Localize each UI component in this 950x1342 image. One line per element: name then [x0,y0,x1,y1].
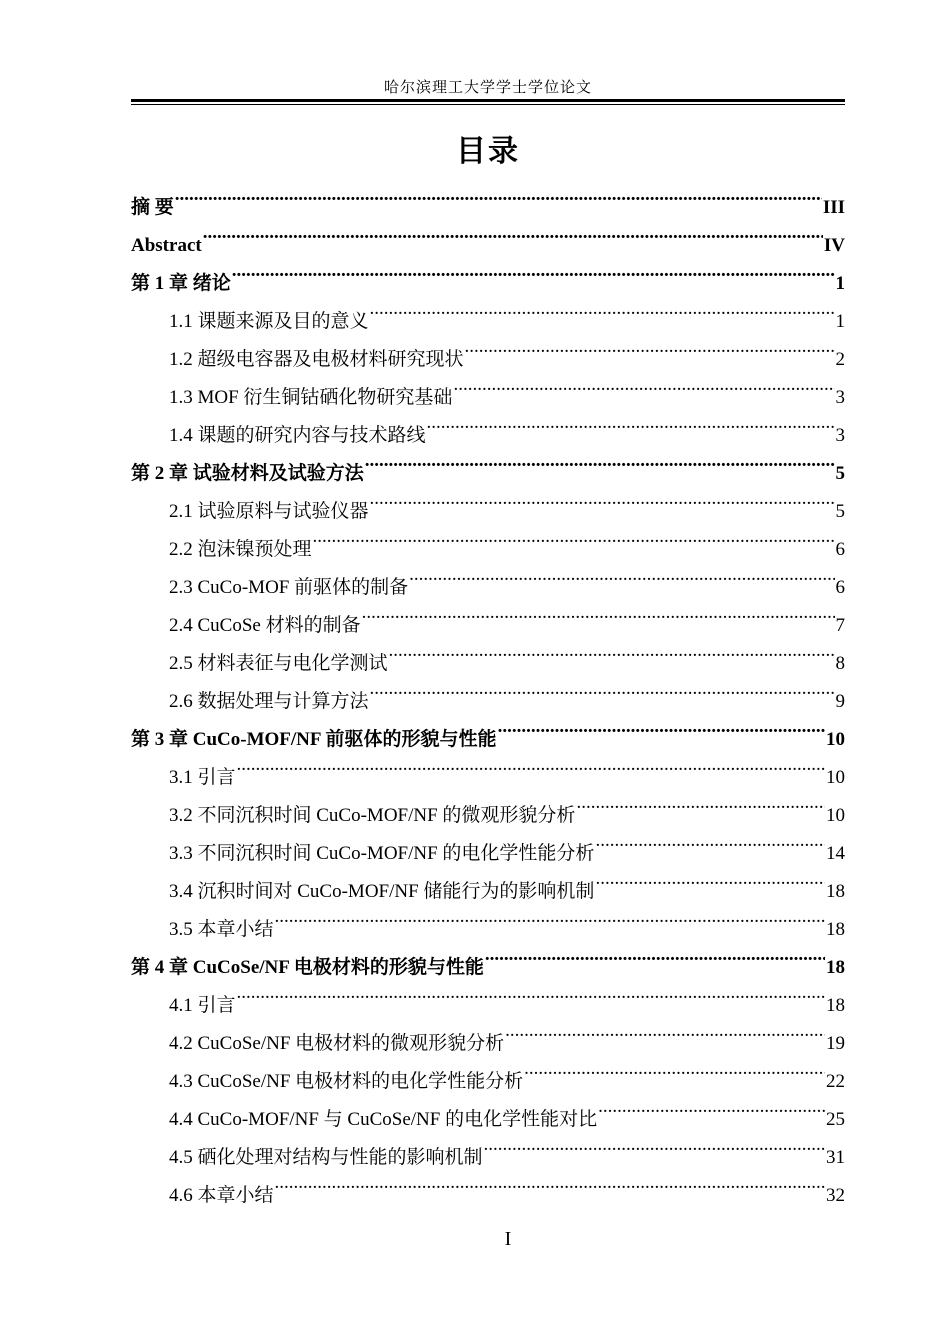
toc-entry-label: 第 4 章 CuCoSe/NF 电极材料的形貌与性能 [131,957,484,978]
toc-entry[interactable] [131,1011,845,1054]
toc-entry[interactable] [131,783,845,826]
toc-entry-label: 第 2 章 试验材料及试验方法 [131,463,364,484]
page-number: I [504,1228,512,1250]
toc-entry-label: 第 3 章 CuCo-MOF/NF 前驱体的形貌与性能 [131,729,497,750]
toc-entry-label: 1.4 课题的研究内容与技术路线 [169,425,426,446]
toc-entry-page: 19 [826,1033,845,1054]
toc-entry[interactable] [131,213,845,256]
toc-entry[interactable] [131,745,845,788]
toc-entry-page: 1 [835,273,845,294]
toc-entry-page: 22 [826,1071,845,1092]
toc-dot-leader [484,1125,825,1163]
toc-dot-leader [524,1049,825,1087]
toc-entry-label: 4.6 本章小结 [169,1185,274,1206]
toc-entry-label: 4.3 CuCoSe/NF 电极材料的电化学性能分析 [169,1071,524,1092]
toc-entry-page: 18 [826,957,845,978]
toc-dot-leader [453,365,834,403]
toc-entry-label: 摘 要 [131,197,174,218]
toc-dot-leader [232,251,835,289]
toc-entry-page: 31 [826,1147,845,1168]
toc-entry-page: 10 [826,729,845,750]
toc-entry-label: 3.4 沉积时间对 CuCo-MOF/NF 储能行为的影响机制 [169,881,595,902]
toc-dot-leader [505,1011,825,1049]
header-rule-thin [131,104,845,105]
toc-entry-label: 4.1 引言 [169,995,236,1016]
toc-entry-page: 9 [835,691,845,712]
toc-entry-page: 10 [826,805,845,826]
toc-entry-page: 25 [826,1109,845,1130]
toc-entry[interactable] [131,175,845,218]
toc-dot-leader [595,821,825,859]
toc-entry-label: 第 1 章 绪论 [131,273,231,294]
toc-dot-leader [595,859,825,897]
toc-dot-leader [313,517,835,555]
toc-dot-leader [237,973,825,1011]
toc-entry-label: 4.5 硒化处理对结构与性能的影响机制 [169,1147,483,1168]
table-of-contents [131,175,845,1206]
toc-entry-label: 2.5 材料表征与电化学测试 [169,653,388,674]
toc-entry-label: 4.2 CuCoSe/NF 电极材料的微观形貌分析 [169,1033,505,1054]
toc-entry-label: 3.3 不同沉积时间 CuCo-MOF/NF 的电化学性能分析 [169,843,595,864]
toc-dot-leader [365,441,835,479]
toc-entry-page: 18 [826,919,845,940]
toc-entry-page: 6 [835,539,845,560]
toc-entry-page: 18 [826,881,845,902]
toc-entry-label: Abstract [131,235,202,256]
header-rule [131,99,845,102]
toc-entry[interactable] [131,251,845,294]
toc-entry-page: 3 [835,387,845,408]
toc-entry-label: 3.2 不同沉积时间 CuCo-MOF/NF 的微观形貌分析 [169,805,576,826]
toc-entry-page: 3 [835,425,845,446]
toc-dot-leader [275,897,825,935]
toc-entry-label: 1.3 MOF 衍生铜钴硒化物研究基础 [169,387,453,408]
toc-entry-page: III [822,197,845,218]
toc-dot-leader [370,669,835,707]
toc-dot-leader [427,403,835,441]
toc-dot-leader [576,783,825,821]
toc-entry-page: 5 [835,501,845,522]
toc-dot-leader [465,327,835,365]
toc-dot-leader [485,935,825,973]
toc-dot-leader [370,479,835,517]
toc-entry-label: 3.5 本章小结 [169,919,274,940]
toc-entry-label: 4.4 CuCo-MOF/NF 与 CuCoSe/NF 的电化学性能对比 [169,1109,598,1130]
toc-entry-label: 2.2 泡沫镍预处理 [169,539,312,560]
toc-entry-page: 1 [835,311,845,332]
toc-entry-page: 5 [835,463,845,484]
toc-entry-label: 1.1 课题来源及目的意义 [169,311,369,332]
toc-title: 目录 [456,134,520,169]
toc-entry-page: 8 [835,653,845,674]
running-header: 哈尔滨理工大学学士学位论文 [383,80,592,96]
toc-entry[interactable] [131,289,845,332]
toc-entry-page: IV [823,235,845,256]
toc-dot-leader [598,1087,825,1125]
toc-entry-label: 3.1 引言 [169,767,236,788]
toc-entry-label: 2.4 CuCoSe 材料的制备 [169,615,361,636]
toc-dot-leader [203,213,823,251]
toc-dot-leader [275,1163,825,1201]
toc-entry-label: 2.6 数据处理与计算方法 [169,691,369,712]
toc-entry-page: 7 [835,615,845,636]
toc-entry[interactable] [131,973,845,1016]
toc-entry-page: 10 [826,767,845,788]
toc-entry-page: 18 [826,995,845,1016]
toc-dot-leader [362,593,835,631]
toc-entry-label: 2.1 试验原料与试验仪器 [169,501,369,522]
toc-dot-leader [389,631,835,669]
toc-entry-label: 1.2 超级电容器及电极材料研究现状 [169,349,464,370]
toc-entry-page: 2 [835,349,845,370]
toc-dot-leader [175,175,822,213]
toc-entry-page: 6 [835,577,845,598]
toc-entry-page: 32 [826,1185,845,1206]
toc-dot-leader [370,289,835,327]
toc-dot-leader [498,707,825,745]
toc-dot-leader [409,555,834,593]
toc-entry-page: 14 [826,843,845,864]
toc-entry-label: 2.3 CuCo-MOF 前驱体的制备 [169,577,409,598]
toc-dot-leader [237,745,825,783]
